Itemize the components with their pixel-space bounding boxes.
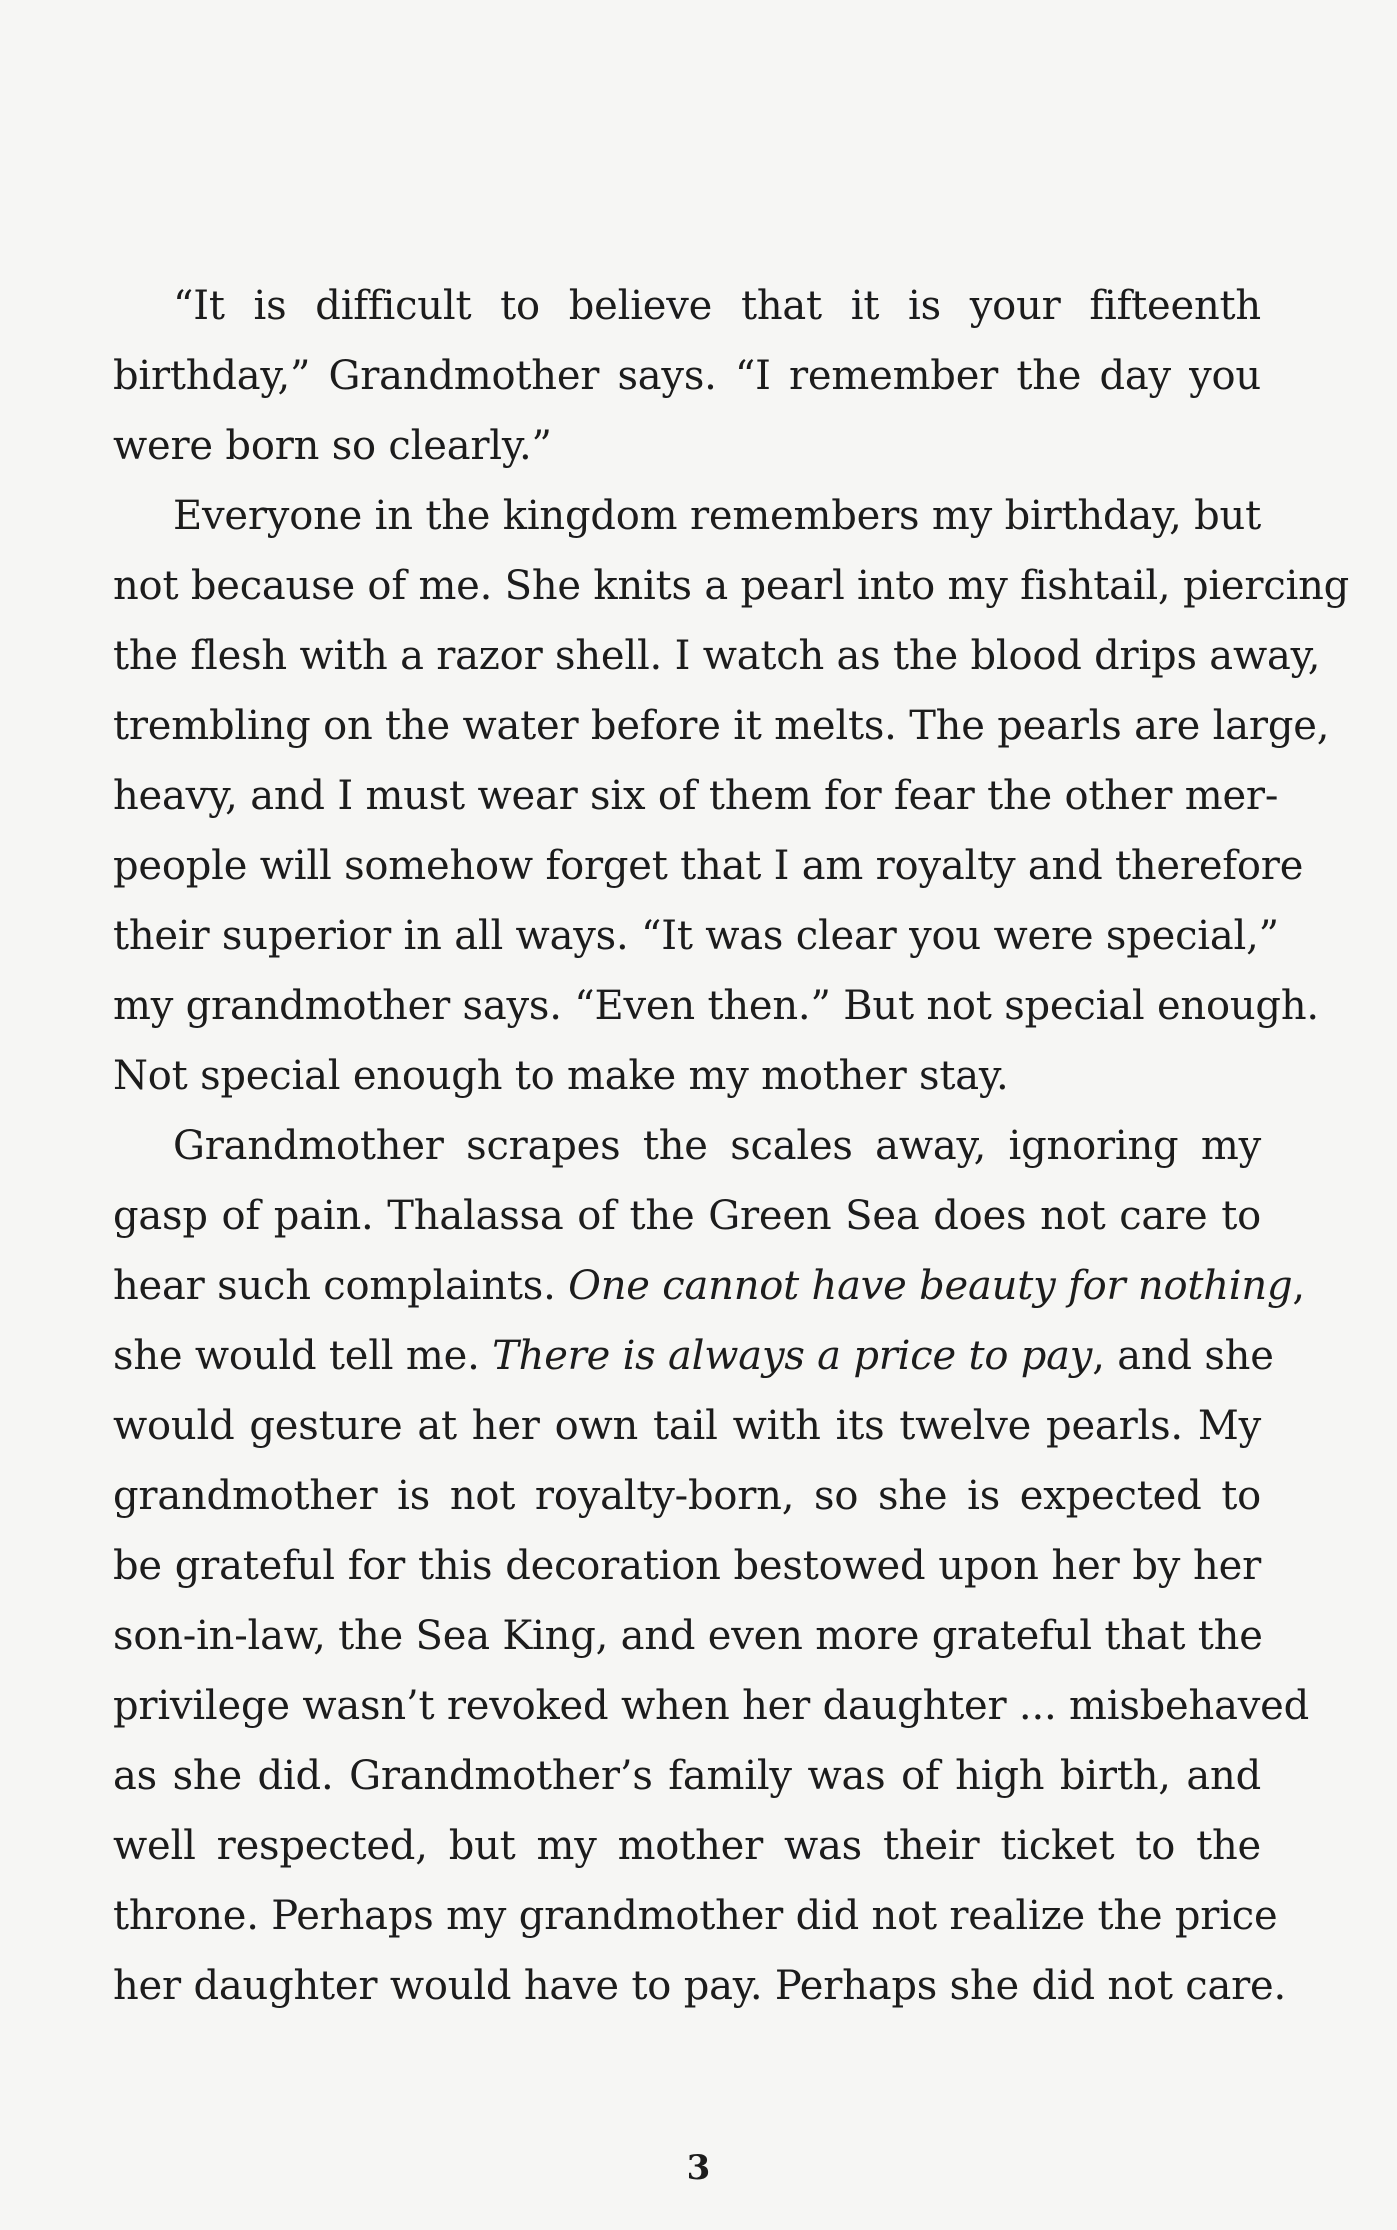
text-line: Everyone in the kingdom remembers my birthday, but [173, 493, 1261, 539]
text-line: throne. Perhaps my grandmother did not realize the price [113, 1893, 1278, 1939]
text-run: she would tell me. [113, 1333, 493, 1379]
text-line: the flesh with a razor shell. I watch as the blood drips away, [113, 633, 1321, 679]
text-run: hear such complaints. [113, 1263, 569, 1309]
text-line: “It is difficult to believe that it is your fifteenth [173, 283, 1261, 329]
text-line: were born so clearly.” [113, 423, 552, 469]
text-line [113, 1321, 1274, 1391]
text-line: privilege wasn’t revoked when her daughter ... misbehaved [113, 1683, 1310, 1729]
text-line: heavy, and I must wear six of them for fear the other mer- [113, 773, 1279, 819]
paragraph [113, 1111, 1310, 2021]
text-run: , [1292, 1263, 1305, 1309]
text-line: as she did. Grandmother’s family was of high birth, and [113, 1753, 1261, 1799]
page-number: 3 [686, 2148, 711, 2188]
text-line: trembling on the water before it melts. The pearls are large, [113, 703, 1330, 749]
text-line: Grandmother scrapes the scales away, ignoring my [173, 1123, 1261, 1169]
text-line: well respected, but my mother was their ticket to the [113, 1823, 1261, 1869]
italic-text-run: One cannot have beauty for nothing [568, 1263, 1293, 1309]
text-line [113, 1251, 1305, 1321]
text-line: gasp of pain. Thalassa of the Green Sea does not care to [113, 1193, 1261, 1239]
text-line: son-in-law, the Sea King, and even more grateful that the [113, 1613, 1263, 1659]
text-run: , and she [1092, 1333, 1274, 1379]
text-line: people will somehow forget that I am royalty and therefore [113, 843, 1304, 889]
text-line: my grandmother says. “Even then.” But not special enough. [113, 983, 1319, 1029]
text-line: grandmother is not royalty-born, so she is expected to [113, 1473, 1261, 1519]
text-line: be grateful for this decoration bestowed upon her by her [113, 1543, 1261, 1589]
text-line: would gesture at her own tail with its twelve pearls. My [113, 1403, 1261, 1449]
text-line: her daughter would have to pay. Perhaps she did not care. [113, 1963, 1287, 2009]
text-line: birthday,” Grandmother says. “I remember the day you [113, 353, 1261, 399]
body-text [113, 271, 1350, 2021]
paragraph [113, 271, 1261, 481]
text-line: not because of me. She knits a pearl into my fishtail, piercing [113, 563, 1350, 609]
text-line: Not special enough to make my mother stay. [113, 1053, 1009, 1099]
paragraph [113, 481, 1350, 1111]
italic-text-run: There is always a price to pay [492, 1333, 1093, 1379]
text-line: their superior in all ways. “It was clear you were special,” [113, 913, 1279, 959]
